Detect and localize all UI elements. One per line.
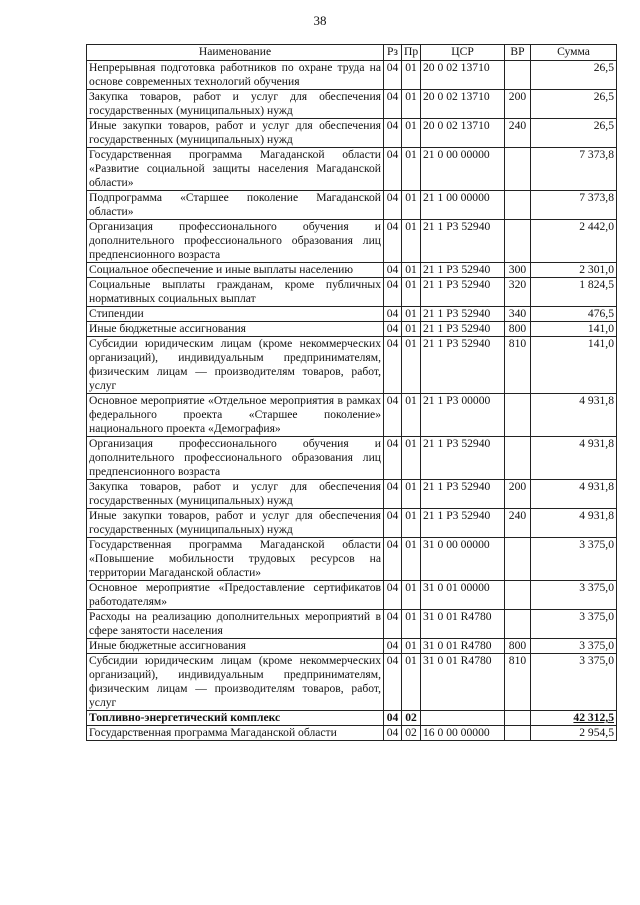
row-csr-cell: 31 0 01 R4780 xyxy=(421,639,505,654)
row-sum-cell: 2 954,5 xyxy=(531,726,617,741)
row-rz-cell: 04 xyxy=(384,322,402,337)
row-sum-cell: 4 931,8 xyxy=(531,480,617,509)
row-pr-cell: 01 xyxy=(402,639,421,654)
row-sum-cell: 26,5 xyxy=(531,119,617,148)
row-name-cell: Государственная программа Магаданской области «Повышение мобильности трудовых ресурсов на территории Магаданской области» xyxy=(87,538,384,581)
row-name-cell: Субсидии юридическим лицам (кроме некоммерческих организаций), индивидуальным предпринимателям, физическим лицам — производителям товаров, работ, услуг xyxy=(87,654,384,711)
row-rz-cell: 04 xyxy=(384,581,402,610)
row-csr-cell: 21 1 P3 52940 xyxy=(421,509,505,538)
row-sum-cell: 2 301,0 xyxy=(531,263,617,278)
row-name-cell: Основное мероприятие «Отдельное мероприятия в рамках федерального проекта «Старшее поколение» национального проекта «Демография» xyxy=(87,394,384,437)
table-row xyxy=(87,437,617,480)
row-vr-cell xyxy=(505,610,531,639)
table-row xyxy=(87,191,617,220)
row-name-cell: Иные закупки товаров, работ и услуг для обеспечения государственных (муниципальных) нужд xyxy=(87,119,384,148)
table-row xyxy=(87,610,617,639)
row-name-cell: Иные бюджетные ассигнования xyxy=(87,639,384,654)
row-rz-cell: 04 xyxy=(384,148,402,191)
row-pr-cell: 02 xyxy=(402,711,421,726)
table-row xyxy=(87,726,617,741)
table-row xyxy=(87,538,617,581)
row-csr-cell: 21 1 P3 52940 xyxy=(421,322,505,337)
table-row xyxy=(87,711,617,726)
row-pr-cell: 01 xyxy=(402,322,421,337)
row-csr-cell: 21 1 P3 52940 xyxy=(421,278,505,307)
row-rz-cell: 04 xyxy=(384,726,402,741)
row-rz-cell: 04 xyxy=(384,654,402,711)
row-pr-cell: 01 xyxy=(402,278,421,307)
row-csr-cell: 21 1 P3 52940 xyxy=(421,480,505,509)
row-rz-cell: 04 xyxy=(384,263,402,278)
row-csr-cell: 20 0 02 13710 xyxy=(421,90,505,119)
table-row xyxy=(87,148,617,191)
row-rz-cell: 04 xyxy=(384,61,402,90)
row-csr-cell: 21 1 P3 52940 xyxy=(421,307,505,322)
table-row xyxy=(87,61,617,90)
row-vr-cell: 300 xyxy=(505,263,531,278)
row-rz-cell: 04 xyxy=(384,437,402,480)
row-vr-cell: 810 xyxy=(505,654,531,711)
header-rz: Рз xyxy=(384,45,402,61)
row-sum-cell: 1 824,5 xyxy=(531,278,617,307)
row-pr-cell: 01 xyxy=(402,437,421,480)
row-vr-cell: 320 xyxy=(505,278,531,307)
header-pr: Пр xyxy=(402,45,421,61)
row-sum-cell: 26,5 xyxy=(531,61,617,90)
table-row xyxy=(87,394,617,437)
row-csr-cell: 21 0 00 00000 xyxy=(421,148,505,191)
row-rz-cell: 04 xyxy=(384,278,402,307)
row-pr-cell: 01 xyxy=(402,394,421,437)
table-row xyxy=(87,581,617,610)
row-csr-cell: 20 0 02 13710 xyxy=(421,119,505,148)
header-csr: ЦСР xyxy=(421,45,505,61)
row-vr-cell xyxy=(505,726,531,741)
row-csr-cell: 21 1 P3 00000 xyxy=(421,394,505,437)
row-csr-cell: 31 0 01 R4780 xyxy=(421,654,505,711)
row-name-cell: Расходы на реализацию дополнительных мероприятий в сфере занятости населения xyxy=(87,610,384,639)
table-row xyxy=(87,654,617,711)
row-rz-cell: 04 xyxy=(384,90,402,119)
row-name-cell: Социальные выплаты гражданам, кроме публичных нормативных социальных выплат xyxy=(87,278,384,307)
table-row xyxy=(87,90,617,119)
row-name-cell: Государственная программа Магаданской области «Развитие социальной защиты населения Магаданской области» xyxy=(87,148,384,191)
row-sum-cell: 141,0 xyxy=(531,322,617,337)
header-name: Наименование xyxy=(87,45,384,61)
row-vr-cell: 200 xyxy=(505,480,531,509)
row-pr-cell: 01 xyxy=(402,581,421,610)
row-pr-cell: 02 xyxy=(402,726,421,741)
row-csr-cell: 31 0 01 00000 xyxy=(421,581,505,610)
row-rz-cell: 04 xyxy=(384,509,402,538)
row-sum-cell: 26,5 xyxy=(531,90,617,119)
row-name-cell: Организация профессионального обучения и дополнительного профессионального образования лиц предпенсионного возраста xyxy=(87,220,384,263)
row-sum-cell: 7 373,8 xyxy=(531,148,617,191)
row-sum-cell: 476,5 xyxy=(531,307,617,322)
header-sum: Сумма xyxy=(531,45,617,61)
row-vr-cell xyxy=(505,61,531,90)
table-row xyxy=(87,307,617,322)
row-vr-cell xyxy=(505,581,531,610)
row-vr-cell xyxy=(505,437,531,480)
row-pr-cell: 01 xyxy=(402,119,421,148)
row-csr-cell: 20 0 02 13710 xyxy=(421,61,505,90)
row-name-cell: Закупка товаров, работ и услуг для обеспечения государственных (муниципальных) нужд xyxy=(87,480,384,509)
table-row xyxy=(87,639,617,654)
row-rz-cell: 04 xyxy=(384,711,402,726)
row-pr-cell: 01 xyxy=(402,220,421,263)
row-vr-cell xyxy=(505,191,531,220)
row-name-cell: Основное мероприятие «Предоставление сертификатов работодателям» xyxy=(87,581,384,610)
row-name-cell: Социальное обеспечение и иные выплаты населению xyxy=(87,263,384,278)
row-sum-cell: 4 931,8 xyxy=(531,509,617,538)
row-sum-cell: 4 931,8 xyxy=(531,394,617,437)
row-rz-cell: 04 xyxy=(384,394,402,437)
table-row xyxy=(87,220,617,263)
row-sum-cell: 3 375,0 xyxy=(531,610,617,639)
row-name-cell: Непрерывная подготовка работников по охране труда на основе современных технологий обучения xyxy=(87,61,384,90)
table-row xyxy=(87,119,617,148)
row-rz-cell: 04 xyxy=(384,119,402,148)
row-sum-cell: 3 375,0 xyxy=(531,538,617,581)
row-name-cell: Субсидии юридическим лицам (кроме некоммерческих организаций), индивидуальным предпринимателям, физическим лицам — производителям товаров, работ, услуг xyxy=(87,337,384,394)
row-vr-cell: 810 xyxy=(505,337,531,394)
row-rz-cell: 04 xyxy=(384,337,402,394)
row-name-cell: Государственная программа Магаданской области xyxy=(87,726,384,741)
row-csr-cell: 31 0 01 R4780 xyxy=(421,610,505,639)
row-vr-cell: 800 xyxy=(505,322,531,337)
row-vr-cell: 800 xyxy=(505,639,531,654)
row-vr-cell: 240 xyxy=(505,119,531,148)
budget-table xyxy=(86,44,617,741)
row-vr-cell xyxy=(505,148,531,191)
page-number: 38 xyxy=(313,13,327,28)
row-vr-cell: 240 xyxy=(505,509,531,538)
row-rz-cell: 04 xyxy=(384,307,402,322)
row-name-cell: Подпрограмма «Старшее поколение Магаданской области» xyxy=(87,191,384,220)
row-csr-cell: 21 1 00 00000 xyxy=(421,191,505,220)
row-pr-cell: 01 xyxy=(402,191,421,220)
row-csr-cell: 21 1 P3 52940 xyxy=(421,337,505,394)
row-pr-cell: 01 xyxy=(402,509,421,538)
row-rz-cell: 04 xyxy=(384,480,402,509)
row-rz-cell: 04 xyxy=(384,639,402,654)
table-row xyxy=(87,322,617,337)
row-csr-cell: 21 1 P3 52940 xyxy=(421,437,505,480)
row-pr-cell: 01 xyxy=(402,610,421,639)
row-sum-cell: 2 442,0 xyxy=(531,220,617,263)
row-pr-cell: 01 xyxy=(402,90,421,119)
row-rz-cell: 04 xyxy=(384,191,402,220)
row-sum-cell: 3 375,0 xyxy=(531,639,617,654)
row-sum-cell: 42 312,5 xyxy=(531,711,617,726)
row-pr-cell: 01 xyxy=(402,538,421,581)
row-vr-cell xyxy=(505,394,531,437)
row-pr-cell: 01 xyxy=(402,654,421,711)
table-row xyxy=(87,509,617,538)
row-sum-cell: 4 931,8 xyxy=(531,437,617,480)
row-name-cell: Топливно-энергетический комплекс xyxy=(87,711,384,726)
row-rz-cell: 04 xyxy=(384,538,402,581)
table-row xyxy=(87,337,617,394)
header-vr: ВР xyxy=(505,45,531,61)
table-row xyxy=(87,480,617,509)
row-pr-cell: 01 xyxy=(402,480,421,509)
row-rz-cell: 04 xyxy=(384,610,402,639)
table-header-row xyxy=(87,45,617,61)
row-sum-cell: 7 373,8 xyxy=(531,191,617,220)
row-name-cell: Иные бюджетные ассигнования xyxy=(87,322,384,337)
row-vr-cell xyxy=(505,711,531,726)
row-pr-cell: 01 xyxy=(402,307,421,322)
table-row xyxy=(87,278,617,307)
row-sum-cell: 141,0 xyxy=(531,337,617,394)
row-csr-cell: 31 0 00 00000 xyxy=(421,538,505,581)
row-name-cell: Организация профессионального обучения и дополнительного профессионального образования лиц предпенсионного возраста xyxy=(87,437,384,480)
row-csr-cell: 21 1 P3 52940 xyxy=(421,263,505,278)
row-name-cell: Стипендии xyxy=(87,307,384,322)
row-vr-cell: 200 xyxy=(505,90,531,119)
row-pr-cell: 01 xyxy=(402,148,421,191)
row-sum-cell: 3 375,0 xyxy=(531,654,617,711)
row-pr-cell: 01 xyxy=(402,263,421,278)
row-vr-cell xyxy=(505,220,531,263)
row-csr-cell xyxy=(421,711,505,726)
row-name-cell: Иные закупки товаров, работ и услуг для обеспечения государственных (муниципальных) нужд xyxy=(87,509,384,538)
row-pr-cell: 01 xyxy=(402,337,421,394)
row-name-cell: Закупка товаров, работ и услуг для обеспечения государственных (муниципальных) нужд xyxy=(87,90,384,119)
row-sum-cell: 3 375,0 xyxy=(531,581,617,610)
row-csr-cell: 21 1 P3 52940 xyxy=(421,220,505,263)
row-rz-cell: 04 xyxy=(384,220,402,263)
row-vr-cell xyxy=(505,538,531,581)
row-pr-cell: 01 xyxy=(402,61,421,90)
row-vr-cell: 340 xyxy=(505,307,531,322)
table-row xyxy=(87,263,617,278)
row-csr-cell: 16 0 00 00000 xyxy=(421,726,505,741)
